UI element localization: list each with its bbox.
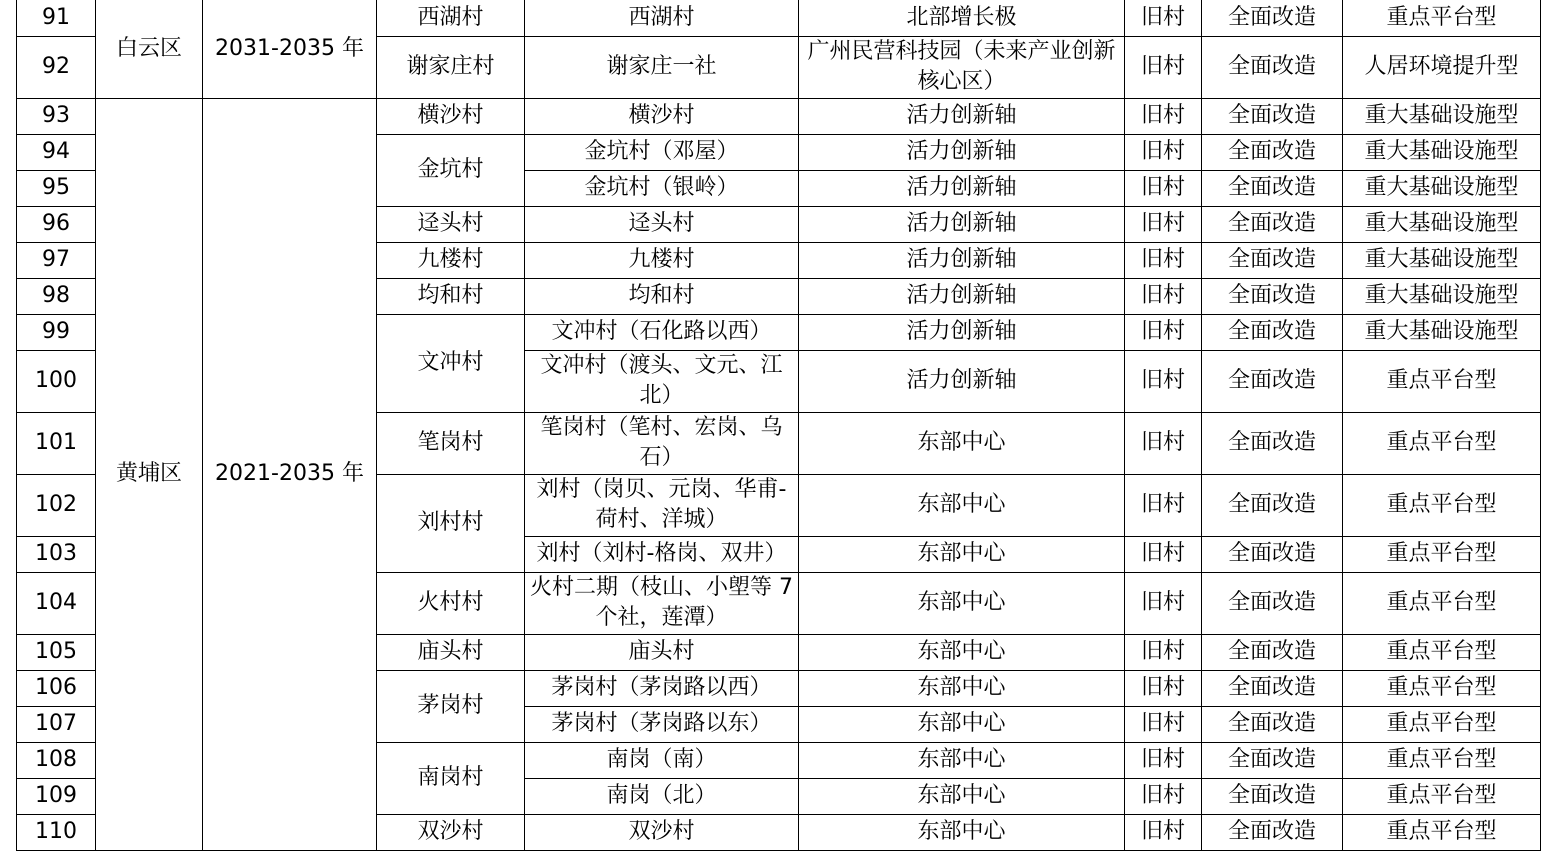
village-cell: 九楼村 [377,242,525,278]
category-cell: 重点平台型 [1343,536,1541,572]
project-cell: 文冲村（石化路以西） [525,314,799,350]
area-cell: 活力创新轴 [799,170,1125,206]
type-cell: 旧村 [1125,742,1202,778]
area-cell: 东部中心 [799,536,1125,572]
category-cell: 重点平台型 [1343,350,1541,412]
area-cell: 活力创新轴 [799,98,1125,134]
mode-cell: 全面改造 [1202,36,1343,98]
category-cell: 重大基础设施型 [1343,206,1541,242]
project-cell: 刘村（刘村-格岗、双井） [525,536,799,572]
category-cell: 重大基础设施型 [1343,134,1541,170]
village-cell: 金坑村 [377,134,525,206]
mode-cell: 全面改造 [1202,778,1343,814]
village-cell: 南岗村 [377,742,525,814]
category-cell: 重点平台型 [1343,706,1541,742]
row-number-cell: 96 [17,206,96,242]
category-cell: 重大基础设施型 [1343,278,1541,314]
row-number-cell: 93 [17,98,96,134]
row-number-cell: 110 [17,814,96,850]
type-cell: 旧村 [1125,350,1202,412]
category-cell: 重点平台型 [1343,412,1541,474]
row-number-cell: 106 [17,670,96,706]
row-number-cell: 103 [17,536,96,572]
mode-cell: 全面改造 [1202,206,1343,242]
row-number-cell: 104 [17,572,96,634]
area-cell: 活力创新轴 [799,278,1125,314]
mode-cell: 全面改造 [1202,814,1343,850]
category-cell: 重大基础设施型 [1343,314,1541,350]
category-cell: 重点平台型 [1343,572,1541,634]
row-number-cell: 108 [17,742,96,778]
project-cell: 火村二期（枝山、小塱等 7 个社，莲潭） [525,572,799,634]
area-cell: 活力创新轴 [799,350,1125,412]
village-renewal-table [16,0,1541,851]
area-cell: 东部中心 [799,634,1125,670]
village-cell: 笔岗村 [377,412,525,474]
type-cell: 旧村 [1125,206,1202,242]
row-number-cell: 91 [17,0,96,36]
mode-cell: 全面改造 [1202,170,1343,206]
project-cell: 笔岗村（笔村、宏岗、乌石） [525,412,799,474]
mode-cell: 全面改造 [1202,98,1343,134]
type-cell: 旧村 [1125,134,1202,170]
district-cell: 白云区 [96,0,203,98]
project-cell: 均和村 [525,278,799,314]
mode-cell: 全面改造 [1202,742,1343,778]
project-cell: 金坑村（邓屋） [525,134,799,170]
mode-cell: 全面改造 [1202,412,1343,474]
project-cell: 刘村（岗贝、元岗、华甫-荷村、洋城） [525,474,799,536]
area-cell: 东部中心 [799,814,1125,850]
project-cell: 南岗（北） [525,778,799,814]
project-cell: 南岗（南） [525,742,799,778]
row-number-cell: 95 [17,170,96,206]
project-cell: 迳头村 [525,206,799,242]
village-cell: 迳头村 [377,206,525,242]
mode-cell: 全面改造 [1202,474,1343,536]
type-cell: 旧村 [1125,670,1202,706]
row-number-cell: 92 [17,36,96,98]
project-cell: 双沙村 [525,814,799,850]
row-number-cell: 107 [17,706,96,742]
village-cell: 刘村村 [377,474,525,572]
type-cell: 旧村 [1125,474,1202,536]
type-cell: 旧村 [1125,814,1202,850]
type-cell: 旧村 [1125,170,1202,206]
table-row [17,98,1541,134]
category-cell: 重点平台型 [1343,814,1541,850]
category-cell: 重点平台型 [1343,0,1541,36]
type-cell: 旧村 [1125,314,1202,350]
category-cell: 重点平台型 [1343,670,1541,706]
area-cell: 活力创新轴 [799,206,1125,242]
project-cell: 茅岗村（茅岗路以东） [525,706,799,742]
category-cell: 重大基础设施型 [1343,170,1541,206]
project-cell: 西湖村 [525,0,799,36]
row-number-cell: 101 [17,412,96,474]
mode-cell: 全面改造 [1202,314,1343,350]
village-cell: 文冲村 [377,314,525,412]
district-cell: 黄埔区 [96,98,203,850]
row-number-cell: 94 [17,134,96,170]
area-cell: 东部中心 [799,412,1125,474]
category-cell: 重点平台型 [1343,474,1541,536]
area-cell: 北部增长极 [799,0,1125,36]
project-cell: 茅岗村（茅岗路以西） [525,670,799,706]
area-cell: 活力创新轴 [799,134,1125,170]
mode-cell: 全面改造 [1202,0,1343,36]
village-cell: 谢家庄村 [377,36,525,98]
village-cell: 均和村 [377,278,525,314]
row-number-cell: 105 [17,634,96,670]
period-cell: 2031-2035 年 [203,0,377,98]
village-cell: 火村村 [377,572,525,634]
area-cell: 东部中心 [799,706,1125,742]
mode-cell: 全面改造 [1202,670,1343,706]
period-cell: 2021-2035 年 [203,98,377,850]
type-cell: 旧村 [1125,36,1202,98]
row-number-cell: 100 [17,350,96,412]
area-cell: 东部中心 [799,778,1125,814]
row-number-cell: 102 [17,474,96,536]
mode-cell: 全面改造 [1202,536,1343,572]
type-cell: 旧村 [1125,572,1202,634]
type-cell: 旧村 [1125,278,1202,314]
type-cell: 旧村 [1125,0,1202,36]
project-cell: 九楼村 [525,242,799,278]
area-cell: 东部中心 [799,670,1125,706]
village-cell: 横沙村 [377,98,525,134]
category-cell: 重点平台型 [1343,634,1541,670]
category-cell: 重大基础设施型 [1343,98,1541,134]
category-cell: 重大基础设施型 [1343,242,1541,278]
type-cell: 旧村 [1125,778,1202,814]
category-cell: 重点平台型 [1343,742,1541,778]
area-cell: 广州民营科技园（未来产业创新核心区） [799,36,1125,98]
type-cell: 旧村 [1125,412,1202,474]
type-cell: 旧村 [1125,242,1202,278]
project-cell: 金坑村（银岭） [525,170,799,206]
area-cell: 东部中心 [799,742,1125,778]
mode-cell: 全面改造 [1202,242,1343,278]
row-number-cell: 109 [17,778,96,814]
type-cell: 旧村 [1125,536,1202,572]
mode-cell: 全面改造 [1202,706,1343,742]
mode-cell: 全面改造 [1202,572,1343,634]
area-cell: 活力创新轴 [799,314,1125,350]
type-cell: 旧村 [1125,706,1202,742]
area-cell: 活力创新轴 [799,242,1125,278]
mode-cell: 全面改造 [1202,634,1343,670]
row-number-cell: 97 [17,242,96,278]
area-cell: 东部中心 [799,572,1125,634]
project-cell: 庙头村 [525,634,799,670]
village-cell: 茅岗村 [377,670,525,742]
type-cell: 旧村 [1125,634,1202,670]
village-cell: 双沙村 [377,814,525,850]
village-cell: 西湖村 [377,0,525,36]
mode-cell: 全面改造 [1202,350,1343,412]
project-cell: 横沙村 [525,98,799,134]
category-cell: 人居环境提升型 [1343,36,1541,98]
type-cell: 旧村 [1125,98,1202,134]
area-cell: 东部中心 [799,474,1125,536]
project-cell: 文冲村（渡头、文元、江北） [525,350,799,412]
village-cell: 庙头村 [377,634,525,670]
mode-cell: 全面改造 [1202,134,1343,170]
row-number-cell: 98 [17,278,96,314]
table-row [17,0,1541,36]
row-number-cell: 99 [17,314,96,350]
project-cell: 谢家庄一社 [525,36,799,98]
category-cell: 重点平台型 [1343,778,1541,814]
mode-cell: 全面改造 [1202,278,1343,314]
